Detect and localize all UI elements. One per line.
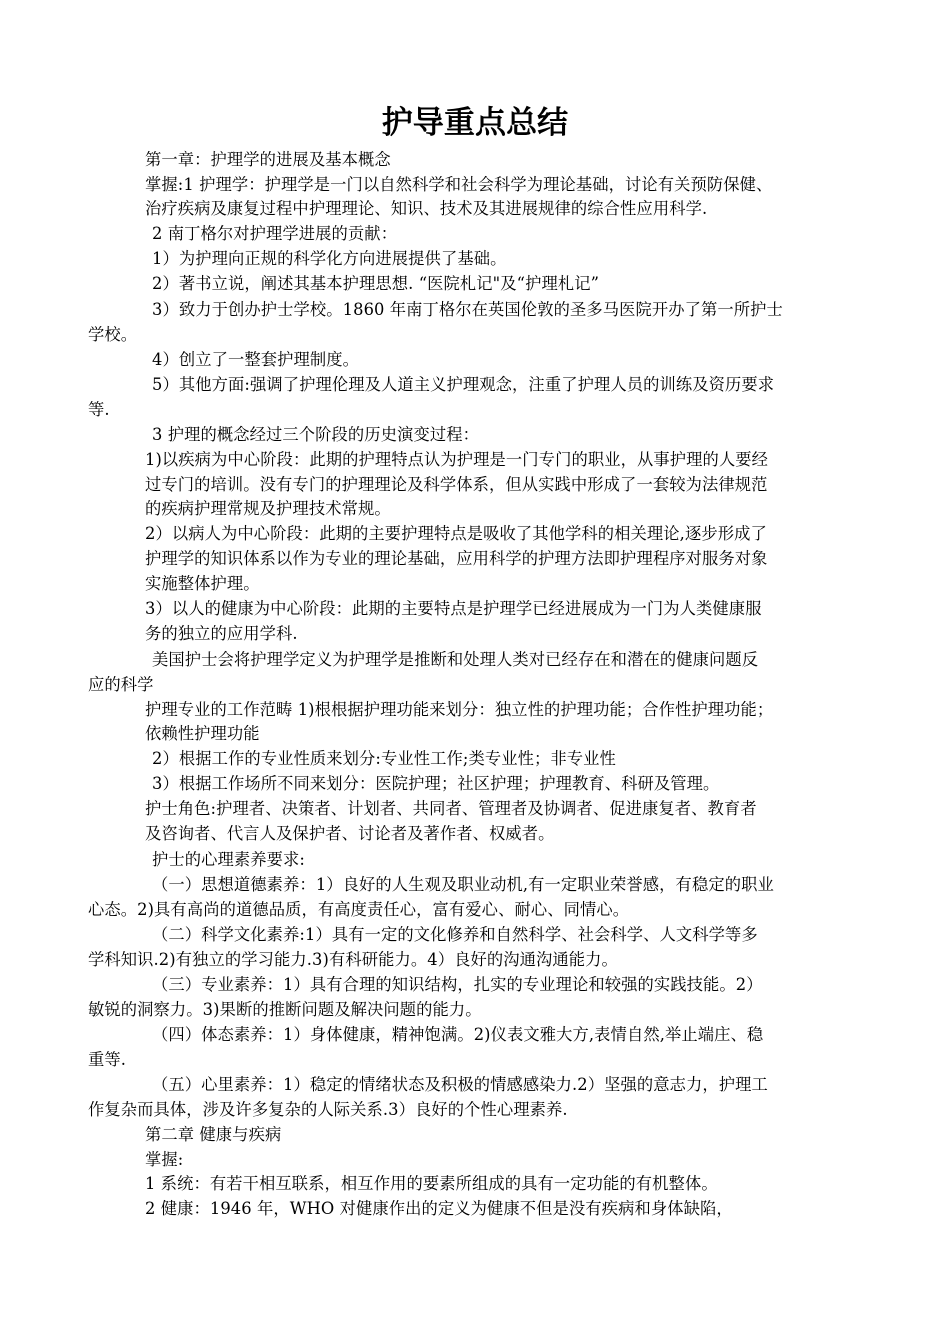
text-line: 护士角色:护理者、决策者、计划者、共同者、管理者及协调者、促进康复者、教育者: [145, 799, 757, 818]
text-line: 5）其他方面:强调了护理伦理及人道主义护理观念，注重了护理人员的训练及资历要求: [152, 375, 775, 394]
text-line: 3 护理的概念经过三个阶段的历史演变过程：: [152, 425, 479, 444]
text-line: 护理学的知识体系以作为专业的理论基础，应用科学的护理方法即护理程序对服务对象: [145, 549, 768, 568]
text-line: 重等.: [88, 1050, 127, 1069]
text-line: 实施整体护理。: [145, 574, 260, 593]
text-line: 1）为护理向正规的科学化方向进展提供了基础。: [152, 249, 507, 268]
text-line: 第一章：护理学的进展及基本概念: [145, 150, 391, 169]
text-line: 美国护士会将护理学定义为护理学是推断和处理人类对已经存在和潜在的健康问题反: [152, 650, 759, 669]
text-line: 1 系统：有若干相互联系，相互作用的要素所组成的具有一定功能的有机整体。: [145, 1174, 718, 1193]
text-line: （二）科学文化素养:1）具有一定的文化修养和自然科学、社会科学、人文科学等多: [152, 925, 758, 944]
text-line: 掌握:1 护理学：护理学是一门以自然科学和社会科学为理论基础，讨论有关预防保健、: [145, 175, 773, 194]
text-line: 1)以疾病为中心阶段：此期的护理特点认为护理是一门专门的职业，从事护理的人要经: [145, 450, 769, 469]
text-line: 等.: [88, 400, 110, 419]
text-line: 务的独立的应用学科.: [145, 624, 298, 643]
text-line: （四）体态素养：1）身体健康，精神饱满。2)仪表文雅大方,表情自然,举止端庄、稳: [152, 1025, 764, 1044]
text-line: 过专门的培训。没有专门的护理理论及科学体系，但从实践中形成了一套较为法律规范: [145, 475, 768, 494]
text-line: 2）以病人为中心阶段：此期的主要护理特点是吸收了其他学科的相关理论,逐步形成了: [145, 524, 767, 543]
text-line: 3）以人的健康为中心阶段：此期的主要特点是护理学已经进展成为一门为人类健康服: [145, 599, 762, 618]
text-line: 心态。2)具有高尚的道德品质，有高度责任心，富有爱心、耐心、同情心。: [88, 900, 630, 919]
text-line: （五）心里素养：1）稳定的情绪状态及积极的情感感染力.2）坚强的意志力，护理工: [152, 1075, 768, 1094]
text-line: 敏锐的洞察力。3)果断的推断问题及解决问题的能力。: [88, 1000, 482, 1019]
text-line: 4）创立了一整套护理制度。: [152, 350, 360, 369]
text-line: 2）根据工作的专业性质来划分:专业性工作;类专业性；非专业性: [152, 749, 616, 768]
text-line: 应的科学: [88, 675, 154, 694]
text-line: 依赖性护理功能: [145, 724, 260, 743]
text-line: 作复杂而具体，涉及许多复杂的人际关系.3）良好的个性心理素养.: [88, 1100, 568, 1119]
text-line: 2 南丁格尔对护理学进展的贡献：: [152, 224, 398, 243]
text-line: 护理专业的工作范畴 1)根根据护理功能来划分：独立性的护理功能；合作性护理功能；: [145, 700, 774, 719]
text-line: 学校。: [88, 325, 138, 344]
text-line: 护士的心理素养要求:: [152, 850, 306, 869]
text-line: 的疾病护理常规及护理技术常规。: [145, 499, 391, 518]
text-line: 学科知识.2)有独立的学习能力.3)有科研能力。4）良好的沟通沟通能力。: [88, 950, 618, 969]
page-title: 护导重点总结: [381, 105, 569, 141]
text-line: 3）根据工作场所不同来划分：医院护理；社区护理；护理教育、科研及管理。: [152, 774, 720, 793]
text-line: 掌握:: [145, 1150, 184, 1169]
text-line: （一）思想道德素养：1）良好的人生观及职业动机,有一定职业荣誉感，有稳定的职业: [152, 875, 774, 894]
text-line: 2）著书立说，阐述其基本护理思想. “医院札记"及“护理札记”: [152, 274, 600, 293]
text-line: 2 健康：1946 年，WHO 对健康作出的定义为健康不但是没有疾病和身体缺陷，: [145, 1199, 733, 1218]
text-line: 及咨询者、代言人及保护者、讨论者及著作者、权威者。: [145, 824, 555, 843]
text-line: 第二章 健康与疾病: [145, 1125, 282, 1144]
text-line: （三）专业素养：1）具有合理的知识结构，扎实的专业理论和较强的实践技能。2）: [152, 975, 763, 994]
text-line: 3）致力于创办护士学校。1860 年南丁格尔在英国伦敦的圣多马医院开办了第一所护士: [152, 300, 783, 319]
text-line: 治疗疾病及康复过程中护理理论、知识、技术及其进展规律的综合性应用科学.: [145, 199, 708, 218]
